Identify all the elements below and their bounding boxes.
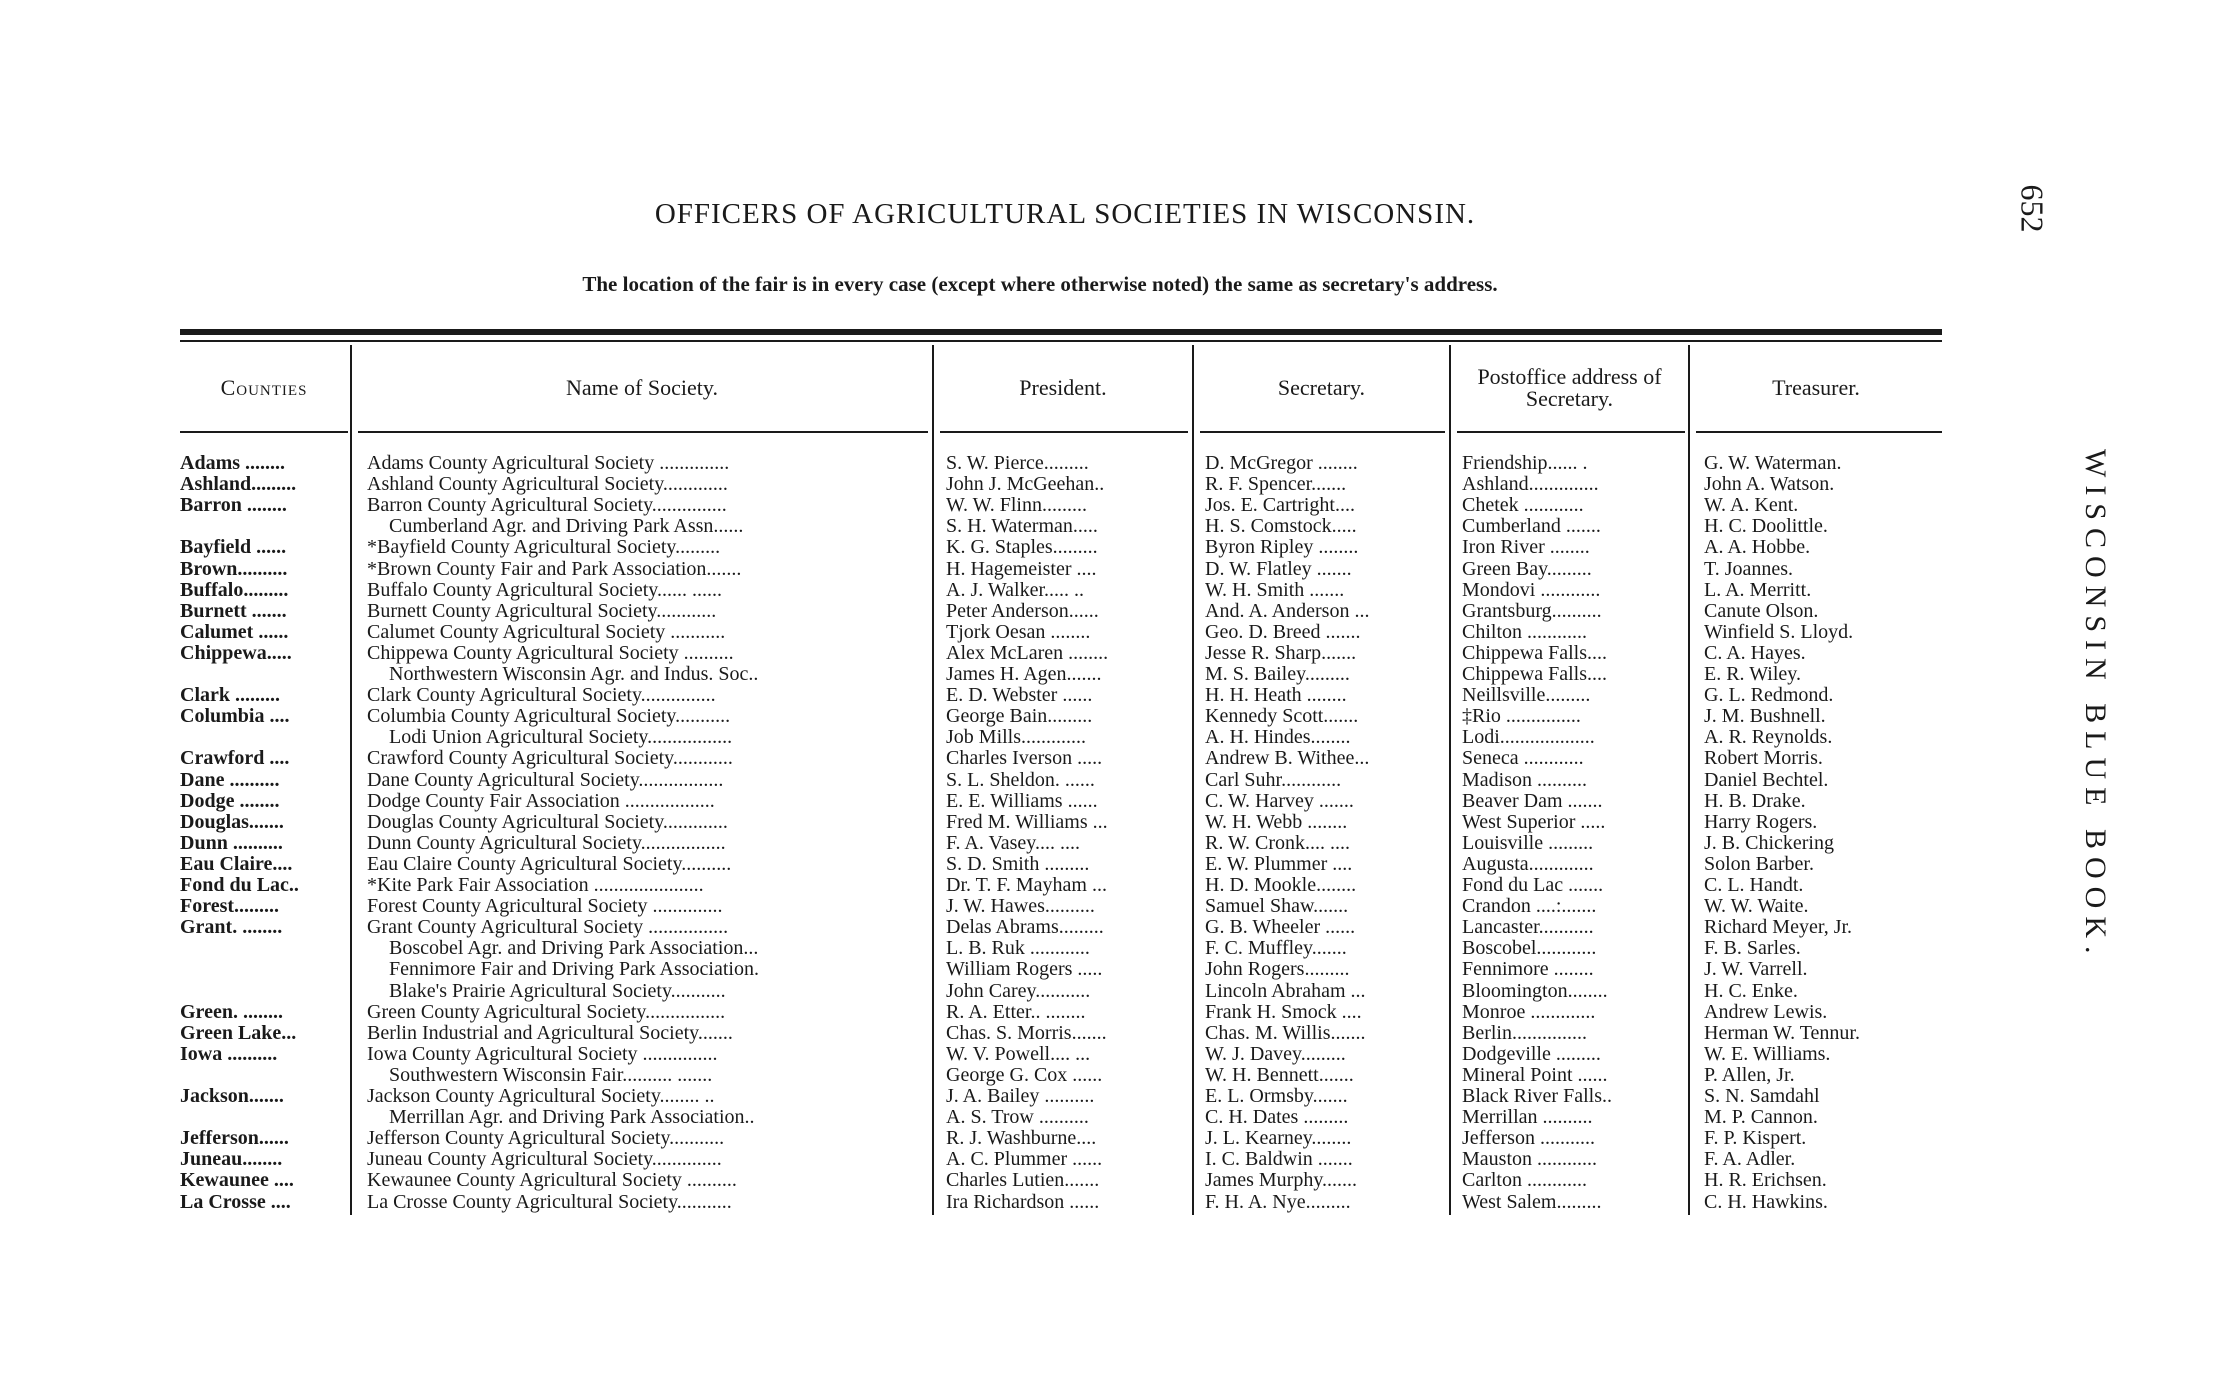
postoffice-cell: Mondovi ............ — [1462, 579, 1601, 601]
secretary-cell: James Murphy....... — [1205, 1170, 1358, 1192]
president-cell: A. C. Plummer ...... — [946, 1149, 1103, 1171]
county-cell: Fond du Lac.. — [180, 875, 299, 896]
county-cell: Chippewa..... — [180, 642, 292, 664]
table-row — [0, 580, 2218, 601]
county-cell: Grant. ........ — [180, 917, 283, 939]
treasurer-cell: G. W. Waterman. — [1704, 453, 1842, 474]
postoffice-cell: Neillsville......... — [1462, 685, 1591, 707]
table-row — [0, 833, 2218, 854]
treasurer-cell: Herman W. Tennur. — [1704, 1022, 1860, 1044]
secretary-cell: Kennedy Scott....... — [1205, 706, 1359, 728]
society-name-cell: Dane County Agricultural Society................. — [367, 769, 724, 791]
table-row — [0, 559, 2218, 580]
president-cell: F. A. Vasey.... .... — [946, 832, 1080, 854]
county-cell: Ashland......... — [180, 474, 297, 496]
county-cell: Columbia .... — [180, 706, 290, 728]
postoffice-cell: Augusta............. — [1462, 853, 1594, 875]
table-row — [0, 1128, 2218, 1149]
president-cell: James H. Agen....... — [946, 664, 1102, 685]
treasurer-cell: A. A. Hobbe. — [1704, 537, 1811, 559]
secretary-cell: John Rogers......... — [1205, 959, 1350, 981]
table-row — [0, 1149, 2218, 1170]
president-cell: John J. McGeehan.. — [946, 474, 1105, 496]
president-cell: Delas Abrams......... — [946, 917, 1104, 939]
president-cell: Fred M. Williams ... — [946, 811, 1108, 833]
table-row — [0, 1192, 2218, 1213]
society-name-cell: Clark County Agricultural Society............... — [367, 685, 716, 707]
county-cell: Forest......... — [180, 896, 280, 918]
table-row — [0, 685, 2218, 706]
society-name-cell: Forest County Agricultural Society .............. — [367, 896, 723, 918]
page-number: 652 — [2014, 184, 2051, 233]
postoffice-cell: Iron River ........ — [1462, 537, 1590, 559]
table-row — [0, 1086, 2218, 1107]
county-cell: Jackson....... — [180, 1086, 284, 1107]
society-name-cell: Blake's Prairie Agricultural Society........... — [389, 980, 726, 1002]
postoffice-cell: West Superior ..... — [1462, 811, 1606, 833]
society-name-cell: Dodge County Fair Association .................. — [367, 790, 715, 812]
society-name-cell: Burnett County Agricultural Society............ — [367, 600, 717, 622]
postoffice-cell: Jefferson ........... — [1462, 1128, 1595, 1150]
table-row — [0, 854, 2218, 875]
treasurer-cell: G. L. Redmond. — [1704, 685, 1834, 707]
secretary-cell: Geo. D. Breed ....... — [1205, 621, 1361, 643]
society-name-cell: Chippewa County Agricultural Society .......... — [367, 642, 734, 664]
secretary-cell: D. W. Flatley ....... — [1205, 558, 1352, 580]
society-name-cell: Lodi Union Agricultural Society................. — [389, 727, 733, 749]
secretary-cell: J. L. Kearney........ — [1205, 1128, 1352, 1150]
society-name-cell: Iowa County Agricultural Society ............... — [367, 1043, 718, 1065]
society-name-cell: Jackson County Agricultural Society........ .. — [367, 1086, 715, 1107]
president-cell: S. D. Smith ......... — [946, 853, 1090, 875]
postoffice-cell: Fennimore ........ — [1462, 959, 1594, 981]
table-row — [0, 748, 2218, 769]
president-cell: J. W. Hawes.......... — [946, 896, 1095, 918]
secretary-cell: D. McGregor ........ — [1205, 453, 1358, 474]
society-name-cell: Green County Agricultural Society................ — [367, 1001, 726, 1023]
secretary-cell: And. A. Anderson ... — [1205, 600, 1370, 622]
secretary-cell: Byron Ripley ........ — [1205, 537, 1359, 559]
treasurer-cell: Winfield S. Lloyd. — [1704, 621, 1854, 643]
president-cell: R. A. Etter.. ........ — [946, 1001, 1086, 1023]
county-cell: Dunn .......... — [180, 832, 283, 854]
secretary-cell: F. C. Muffley....... — [1205, 938, 1347, 960]
header-underline — [180, 431, 348, 433]
county-cell: Crawford .... — [180, 748, 290, 770]
header-underline — [1457, 431, 1685, 433]
society-name-cell: Southwestern Wisconsin Fair.......... ....... — [389, 1064, 713, 1086]
top-rule-thick — [180, 329, 1942, 335]
table-row — [0, 938, 2218, 959]
table-row — [0, 474, 2218, 495]
treasurer-cell: W. A. Kent. — [1704, 495, 1799, 517]
table-row — [0, 875, 2218, 896]
page-title: OFFICERS OF AGRICULTURAL SOCIETIES IN WISCONSIN. — [654, 198, 1476, 230]
society-name-cell: Columbia County Agricultural Society........... — [367, 706, 731, 728]
table-row — [0, 1107, 2218, 1128]
table-row — [0, 1170, 2218, 1191]
society-name-cell: *Brown County Fair and Park Association....... — [367, 558, 742, 580]
treasurer-cell: C. H. Hawkins. — [1704, 1191, 1828, 1213]
president-cell: S. H. Waterman..... — [946, 516, 1098, 538]
president-cell: Job Mills............. — [946, 727, 1087, 749]
treasurer-cell: Robert Morris. — [1704, 748, 1823, 770]
county-cell: Brown.......... — [180, 558, 288, 580]
secretary-cell: R. F. Spencer....... — [1205, 474, 1347, 496]
top-rule-thin — [180, 340, 1942, 342]
president-cell: E. E. Williams ...... — [946, 790, 1098, 812]
table-row — [0, 706, 2218, 727]
county-cell: Burnett ....... — [180, 600, 287, 622]
society-name-cell: Buffalo County Agricultural Society...... ...... — [367, 579, 722, 601]
table-row — [0, 896, 2218, 917]
society-name-cell: *Kite Park Fair Association ...................... — [367, 875, 704, 896]
treasurer-cell: J. W. Varrell. — [1704, 959, 1808, 981]
treasurer-cell: Solon Barber. — [1704, 853, 1814, 875]
postoffice-cell: ‡Rio ............... — [1462, 706, 1581, 728]
postoffice-cell: Chilton ............ — [1462, 621, 1588, 643]
header-treasurer: Treasurer. — [1772, 374, 1860, 400]
treasurer-cell: Richard Meyer, Jr. — [1704, 917, 1853, 939]
postoffice-cell: Lancaster........... — [1462, 917, 1594, 939]
society-name-cell: Ashland County Agricultural Society............. — [367, 474, 728, 496]
postoffice-cell: Fond du Lac ....... — [1462, 875, 1604, 896]
society-name-cell: Grant County Agricultural Society ................ — [367, 917, 729, 939]
president-cell: H. Hagemeister .... — [946, 558, 1097, 580]
postoffice-cell: West Salem......... — [1462, 1191, 1602, 1213]
treasurer-cell: H. C. Enke. — [1704, 980, 1798, 1002]
postoffice-cell: Berlin............... — [1462, 1022, 1587, 1044]
society-name-cell: Jefferson County Agricultural Society........... — [367, 1128, 725, 1150]
table-row — [0, 495, 2218, 516]
table-row — [0, 1065, 2218, 1086]
secretary-cell: W. H. Webb ........ — [1205, 811, 1348, 833]
secretary-cell: Jos. E. Cartright.... — [1205, 495, 1355, 517]
secretary-cell: F. H. A. Nye......... — [1205, 1191, 1351, 1213]
treasurer-cell: L. A. Merritt. — [1704, 579, 1812, 601]
table-row — [0, 1002, 2218, 1023]
society-name-cell: Douglas County Agricultural Society............. — [367, 811, 728, 833]
president-cell: J. A. Bailey .......... — [946, 1086, 1095, 1107]
president-cell: Ira Richardson ...... — [946, 1191, 1100, 1213]
secretary-cell: Lincoln Abraham ... — [1205, 980, 1366, 1002]
treasurer-cell: F. P. Kispert. — [1704, 1128, 1807, 1150]
table-row — [0, 1023, 2218, 1044]
secretary-cell: W. H. Bennett....... — [1205, 1064, 1354, 1086]
table-row — [0, 959, 2218, 980]
secretary-cell: Andrew B. Withee... — [1205, 748, 1370, 770]
postoffice-cell: Black River Falls.. — [1462, 1086, 1612, 1107]
society-name-cell: Northwestern Wisconsin Agr. and Indus. Soc.. — [389, 664, 759, 685]
table-row — [0, 601, 2218, 622]
president-cell: W. W. Flinn......... — [946, 495, 1087, 517]
secretary-cell: W. H. Smith ....... — [1205, 579, 1345, 601]
postoffice-cell: Chippewa Falls.... — [1462, 664, 1607, 685]
society-name-cell: Calumet County Agricultural Society ........... — [367, 621, 726, 643]
postoffice-cell: Beaver Dam ....... — [1462, 790, 1603, 812]
table-row — [0, 770, 2218, 791]
treasurer-cell: M. P. Cannon. — [1704, 1107, 1818, 1129]
table-row — [0, 643, 2218, 664]
postoffice-cell: Merrillan .......... — [1462, 1107, 1593, 1129]
society-name-cell: Eau Claire County Agricultural Society.......... — [367, 853, 732, 875]
secretary-cell: C. W. Harvey ....... — [1205, 790, 1354, 812]
header-secretary: Secretary. — [1277, 374, 1366, 400]
county-cell: Calumet ...... — [180, 621, 289, 643]
header-society: Name of Society. — [566, 374, 718, 400]
header-president: President. — [1019, 374, 1107, 400]
society-name-cell: Fennimore Fair and Driving Park Association. — [389, 959, 759, 981]
postoffice-cell: Madison .......... — [1462, 769, 1587, 791]
table-row — [0, 812, 2218, 833]
society-name-cell: Merrillan Agr. and Driving Park Association.. — [389, 1107, 755, 1129]
table-row — [0, 917, 2218, 938]
postoffice-cell: Green Bay......... — [1462, 558, 1592, 580]
table-row — [0, 791, 2218, 812]
header-postoffice: Postoffice address of Secretary. — [1477, 363, 1662, 411]
treasurer-cell: S. N. Samdahl — [1704, 1086, 1820, 1107]
table-row — [0, 516, 2218, 537]
table-row — [0, 537, 2218, 558]
secretary-cell: Carl Suhr............ — [1205, 769, 1342, 791]
treasurer-cell: J. M. Bushnell. — [1704, 706, 1826, 728]
treasurer-cell: C. A. Hayes. — [1704, 642, 1806, 664]
treasurer-cell: John A. Watson. — [1704, 474, 1835, 496]
treasurer-cell: Daniel Bechtel. — [1704, 769, 1829, 791]
table-row — [0, 1044, 2218, 1065]
secretary-cell: H. S. Comstock..... — [1205, 516, 1357, 538]
secretary-cell: H. D. Mookle........ — [1205, 875, 1357, 896]
treasurer-cell: F. A. Adler. — [1704, 1149, 1796, 1171]
secretary-cell: Samuel Shaw....... — [1205, 896, 1349, 918]
president-cell: E. D. Webster ...... — [946, 685, 1093, 707]
president-cell: Peter Anderson...... — [946, 600, 1099, 622]
president-cell: Chas. S. Morris....... — [946, 1022, 1107, 1044]
treasurer-cell: E. R. Wiley. — [1704, 664, 1801, 685]
postoffice-cell: Dodgeville ......... — [1462, 1043, 1601, 1065]
county-cell: Douglas....... — [180, 811, 284, 833]
treasurer-cell: H. R. Erichsen. — [1704, 1170, 1827, 1192]
county-cell: Buffalo......... — [180, 579, 289, 601]
society-name-cell: Juneau County Agricultural Society.............. — [367, 1149, 722, 1171]
treasurer-cell: Canute Olson. — [1704, 600, 1819, 622]
president-cell: K. G. Staples......... — [946, 537, 1098, 559]
postoffice-cell: Carlton ............ — [1462, 1170, 1587, 1192]
treasurer-cell: T. Joannes. — [1704, 558, 1794, 580]
postoffice-cell: Seneca ............ — [1462, 748, 1584, 770]
page-subtitle: The location of the fair is in every case (except where otherwise noted) the same as secretary's address. — [582, 272, 1498, 296]
president-cell: Charles Lutien....... — [946, 1170, 1100, 1192]
county-cell: Clark ......... — [180, 685, 280, 707]
society-name-cell: Cumberland Agr. and Driving Park Assn...... — [389, 516, 744, 538]
president-cell: A. J. Walker..... .. — [946, 579, 1085, 601]
county-cell: Kewaunee .... — [180, 1170, 294, 1192]
president-cell: William Rogers ..... — [946, 959, 1103, 981]
president-cell: Alex McLaren ........ — [946, 642, 1109, 664]
treasurer-cell: H. C. Doolittle. — [1704, 516, 1828, 538]
president-cell: L. B. Ruk ............ — [946, 938, 1090, 960]
table-row — [0, 981, 2218, 1002]
postoffice-cell: Cumberland ....... — [1462, 516, 1601, 538]
postoffice-cell: Bloomington........ — [1462, 980, 1608, 1002]
secretary-cell: G. B. Wheeler ...... — [1205, 917, 1356, 939]
secretary-cell: A. H. Hindes........ — [1205, 727, 1351, 749]
secretary-cell: E. W. Plummer .... — [1205, 853, 1353, 875]
county-cell: Bayfield ...... — [180, 537, 287, 559]
president-cell: Dr. T. F. Mayham ... — [946, 875, 1107, 896]
county-cell: Green Lake... — [180, 1022, 297, 1044]
president-cell: John Carey........... — [946, 980, 1091, 1002]
president-cell: W. V. Powell.... ... — [946, 1043, 1091, 1065]
table-row — [0, 622, 2218, 643]
postoffice-cell: Monroe ............. — [1462, 1001, 1596, 1023]
secretary-cell: E. L. Ormsby....... — [1205, 1086, 1348, 1107]
table-row — [0, 453, 2218, 474]
postoffice-cell: Grantsburg.......... — [1462, 600, 1602, 622]
table-row — [0, 727, 2218, 748]
society-name-cell: Adams County Agricultural Society .............. — [367, 453, 730, 474]
county-cell: Dane .......... — [180, 769, 280, 791]
society-name-cell: Barron County Agricultural Society............... — [367, 495, 727, 517]
county-cell: Adams ........ — [180, 453, 286, 474]
society-name-cell: Kewaunee County Agricultural Society .......... — [367, 1170, 737, 1192]
treasurer-cell: H. B. Drake. — [1704, 790, 1806, 812]
county-cell: Eau Claire.... — [180, 853, 293, 875]
president-cell: George G. Cox ...... — [946, 1064, 1103, 1086]
postoffice-cell: Mauston ............ — [1462, 1149, 1597, 1171]
secretary-cell: R. W. Cronk.... .... — [1205, 832, 1351, 854]
county-cell: La Crosse .... — [180, 1191, 291, 1213]
society-name-cell: Crawford County Agricultural Society............ — [367, 748, 733, 770]
postoffice-cell: Chetek ............ — [1462, 495, 1584, 517]
header-underline — [358, 431, 928, 433]
secretary-cell: H. H. Heath ........ — [1205, 685, 1347, 707]
county-cell: Jefferson...... — [180, 1128, 289, 1150]
treasurer-cell: C. L. Handt. — [1704, 875, 1804, 896]
postoffice-cell: Boscobel............ — [1462, 938, 1597, 960]
county-cell: Juneau........ — [180, 1149, 283, 1171]
president-cell: S. W. Pierce......... — [946, 453, 1089, 474]
secretary-cell: C. H. Dates ......... — [1205, 1107, 1349, 1129]
society-name-cell: Dunn County Agricultural Society................. — [367, 832, 726, 854]
postoffice-cell: Crandon ....:....... — [1462, 896, 1597, 918]
postoffice-cell: Friendship...... . — [1462, 453, 1588, 474]
society-name-cell: Boscobel Agr. and Driving Park Association... — [389, 938, 759, 960]
table-row — [0, 664, 2218, 685]
secretary-cell: Frank H. Smock .... — [1205, 1001, 1362, 1023]
header-counties: Counties — [220, 374, 308, 400]
postoffice-cell: Ashland.............. — [1462, 474, 1599, 496]
postoffice-cell: Lodi................... — [1462, 727, 1595, 749]
header-underline — [1696, 431, 1942, 433]
treasurer-cell: P. Allen, Jr. — [1704, 1064, 1795, 1086]
postoffice-cell: Louisville ......... — [1462, 832, 1594, 854]
society-name-cell: *Bayfield County Agricultural Society......... — [367, 537, 721, 559]
secretary-cell: M. S. Bailey......... — [1205, 664, 1350, 685]
secretary-cell: Chas. M. Willis....... — [1205, 1022, 1366, 1044]
header-underline — [940, 431, 1188, 433]
president-cell: A. S. Trow .......... — [946, 1107, 1089, 1129]
postoffice-cell: Mineral Point ...... — [1462, 1064, 1608, 1086]
treasurer-cell: W. E. Williams. — [1704, 1043, 1831, 1065]
secretary-cell: Jesse R. Sharp....... — [1205, 642, 1357, 664]
treasurer-cell: W. W. Waite. — [1704, 896, 1809, 918]
secretary-cell: I. C. Baldwin ....... — [1205, 1149, 1353, 1171]
society-name-cell: Berlin Industrial and Agricultural Society....... — [367, 1022, 733, 1044]
county-cell: Barron ........ — [180, 495, 287, 517]
treasurer-cell: J. B. Chickering — [1704, 832, 1834, 854]
treasurer-cell: A. R. Reynolds. — [1704, 727, 1833, 749]
county-cell: Dodge ........ — [180, 790, 280, 812]
society-name-cell: La Crosse County Agricultural Society........... — [367, 1191, 732, 1213]
president-cell: Tjork Oesan ........ — [946, 621, 1091, 643]
county-cell: Iowa .......... — [180, 1043, 278, 1065]
secretary-cell: W. J. Davey......... — [1205, 1043, 1346, 1065]
treasurer-cell: Andrew Lewis. — [1704, 1001, 1828, 1023]
president-cell: George Bain......... — [946, 706, 1093, 728]
president-cell: Charles Iverson ..... — [946, 748, 1103, 770]
running-head: WISCONSIN BLUE BOOK. — [2079, 449, 2112, 962]
president-cell: S. L. Sheldon. ...... — [946, 769, 1095, 791]
header-underline — [1200, 431, 1445, 433]
postoffice-cell: Chippewa Falls.... — [1462, 642, 1607, 664]
president-cell: R. J. Washburne.... — [946, 1128, 1097, 1150]
county-cell: Green. ........ — [180, 1001, 283, 1023]
treasurer-cell: F. B. Sarles. — [1704, 938, 1801, 960]
treasurer-cell: Harry Rogers. — [1704, 811, 1818, 833]
